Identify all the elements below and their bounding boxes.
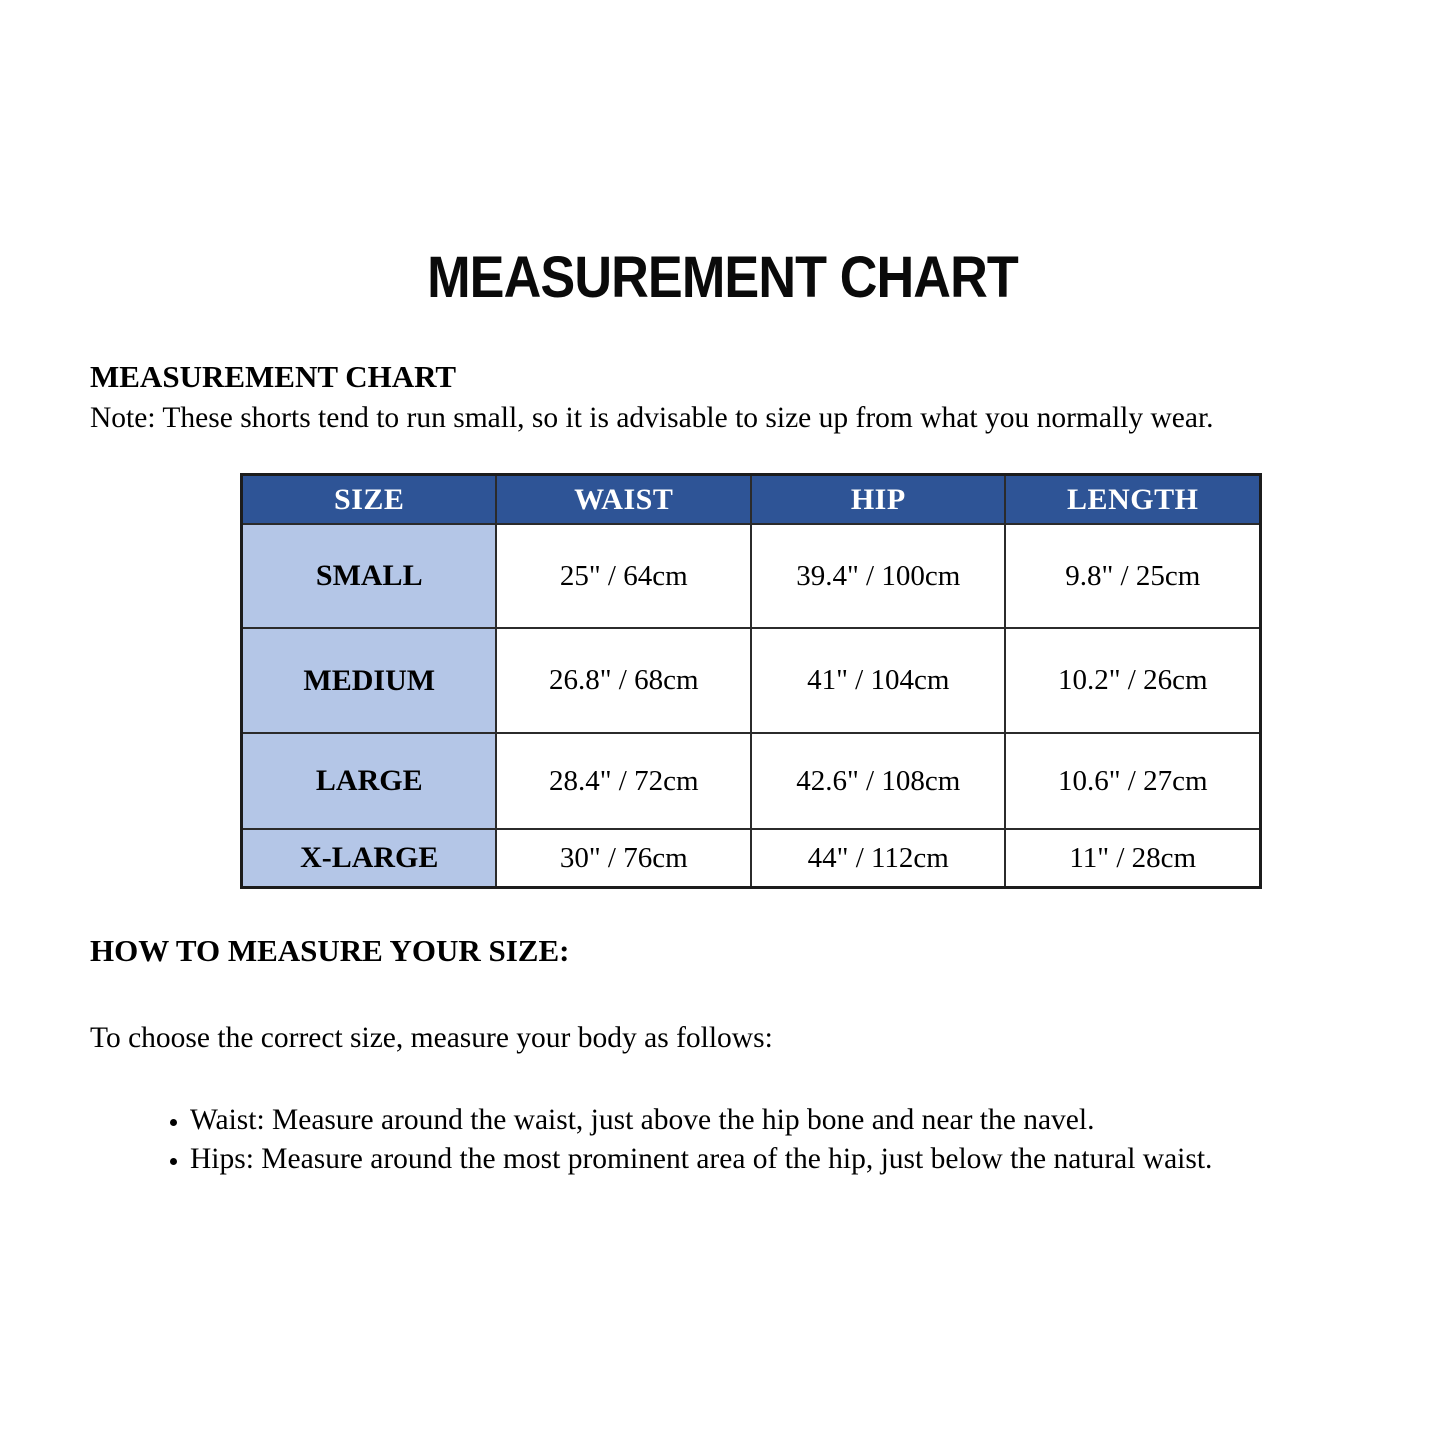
hip-value-cell: 44" / 112cm xyxy=(751,829,1006,887)
size-label-cell: LARGE xyxy=(242,733,497,829)
length-value-cell: 10.2" / 26cm xyxy=(1005,628,1260,733)
hip-value-cell: 41" / 104cm xyxy=(751,628,1006,733)
length-value-cell: 9.8" / 25cm xyxy=(1005,524,1260,628)
column-header-hip: HIP xyxy=(751,474,1006,524)
bullet-item-hips: • Hips: Measure around the most prominent area of the hip, just below the natural waist. xyxy=(190,1140,1445,1179)
bullet-item-waist: • Waist: Measure around the waist, just above the hip bone and near the navel. xyxy=(190,1101,1445,1140)
waist-value-cell: 28.4" / 72cm xyxy=(496,733,751,829)
waist-value-cell: 26.8" / 68cm xyxy=(496,628,751,733)
column-header-waist: WAIST xyxy=(496,474,751,524)
waist-value-cell: 30" / 76cm xyxy=(496,829,751,887)
table-row-small xyxy=(242,524,1261,628)
how-to-measure-heading: HOW TO MEASURE YOUR SIZE: xyxy=(90,932,570,968)
column-header-length: LENGTH xyxy=(1005,474,1260,524)
size-label-cell: MEDIUM xyxy=(242,628,497,733)
measurement-chart-heading: MEASUREMENT CHART xyxy=(90,358,457,394)
length-value-cell: 11" / 28cm xyxy=(1005,829,1260,887)
hip-value-cell: 39.4" / 100cm xyxy=(751,524,1006,628)
table-row-medium xyxy=(242,628,1261,733)
hip-value-cell: 42.6" / 108cm xyxy=(751,733,1006,829)
length-value-cell: 10.6" / 27cm xyxy=(1005,733,1260,829)
table-header-row xyxy=(242,474,1261,524)
size-label-cell: X-LARGE xyxy=(242,829,497,887)
measurement-table xyxy=(240,473,1262,889)
how-to-measure-intro: To choose the correct size, measure your body as follows: xyxy=(90,1021,773,1054)
column-header-size: SIZE xyxy=(242,474,497,524)
size-label-cell: SMALL xyxy=(242,524,497,628)
table-row-xlarge xyxy=(242,829,1261,887)
waist-value-cell: 25" / 64cm xyxy=(496,524,751,628)
measure-instructions-list xyxy=(0,1101,1445,1179)
page-title: MEASUREMENT CHART xyxy=(427,245,1018,310)
sizing-note: Note: These shorts tend to run small, so it is advisable to size up from what you normally wear. xyxy=(90,401,1214,434)
table-row-large xyxy=(242,733,1261,829)
